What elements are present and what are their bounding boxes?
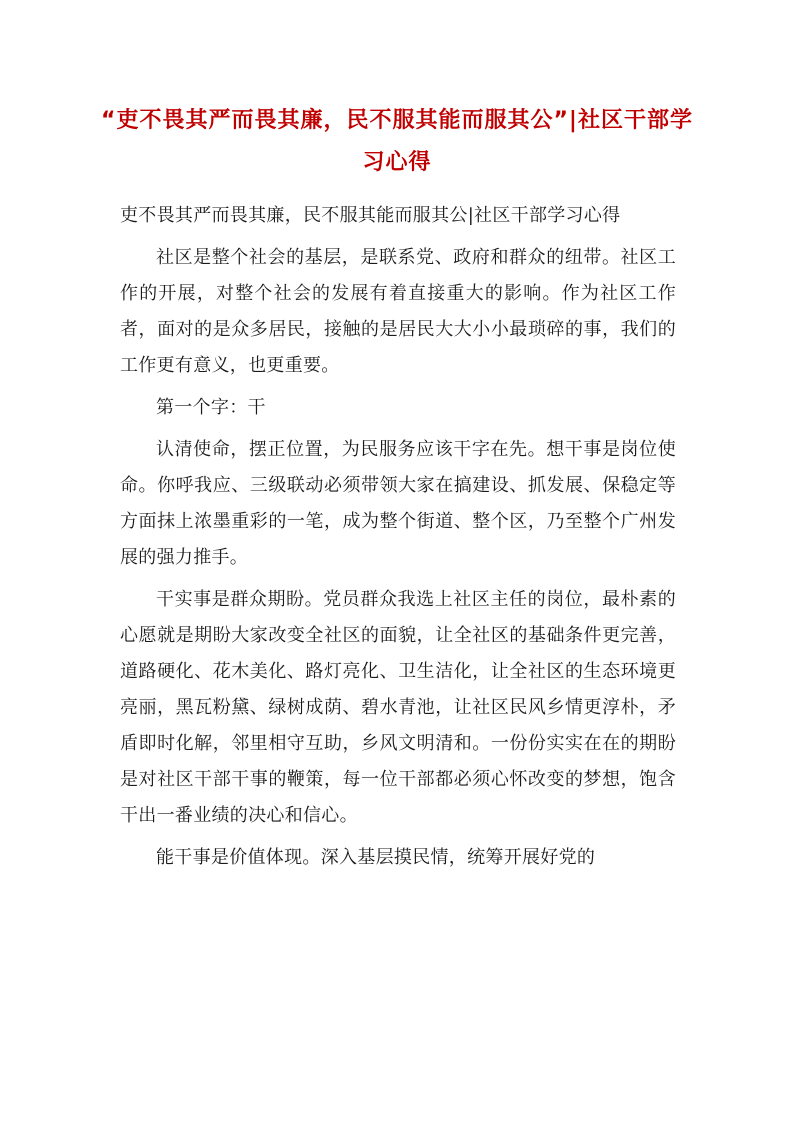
paragraph-intro: 社区是整个社会的基层，是联系党、政府和群众的纽带。社区工作的开展，对整个社会的发展有着直接重大的影响。作为社区工作者，面对的是众多居民，接触的是居民大大小小最琐碎的事，我们的工作更有意义，也更重要。 [120,247,676,376]
paragraph: 干实事是群众期盼。党员群众我选上社区主任的岗位，最朴素的心愿就是期盼大家改变全社区的面貌，让全社区的基础条件更完善，道路硬化、花木美化、路灯亮化、卫生洁化，让全社区的生态环境更亮丽，黑瓦粉黛、绿树成荫、碧水青池，让社区民风乡情更淳朴，矛盾即时化解，邻里相守互助，乡风文明清和。一份份实实在在的期盼是对社区干部干事的鞭策，每一位干部都必须心怀改变的梦想，饱含干出一番业绩的决心和信心。 [120,589,676,826]
section-heading: 第一个字：干 [156,397,266,418]
document-title: “吏不畏其严而畏其廉，民不服其能而服其公”|社区干部学习心得 [101,108,693,175]
paragraph-subtitle: 吏不畏其严而畏其廉，民不服其能而服其公|社区干部学习心得 [120,205,621,226]
document-body [120,198,676,882]
paragraph: 认清使命，摆正位置，为民服务应该干字在先。想干事是岗位使命。你呼我应、三级联动必须带领大家在搞建设、抓发展、保稳定等方面抹上浓墨重彩的一笔，成为整个街道、整个区，乃至整个广州发展的强力推手。 [120,439,676,568]
paragraph: 能干事是价值体现。深入基层摸民情，统筹开展好党的 [156,847,596,868]
